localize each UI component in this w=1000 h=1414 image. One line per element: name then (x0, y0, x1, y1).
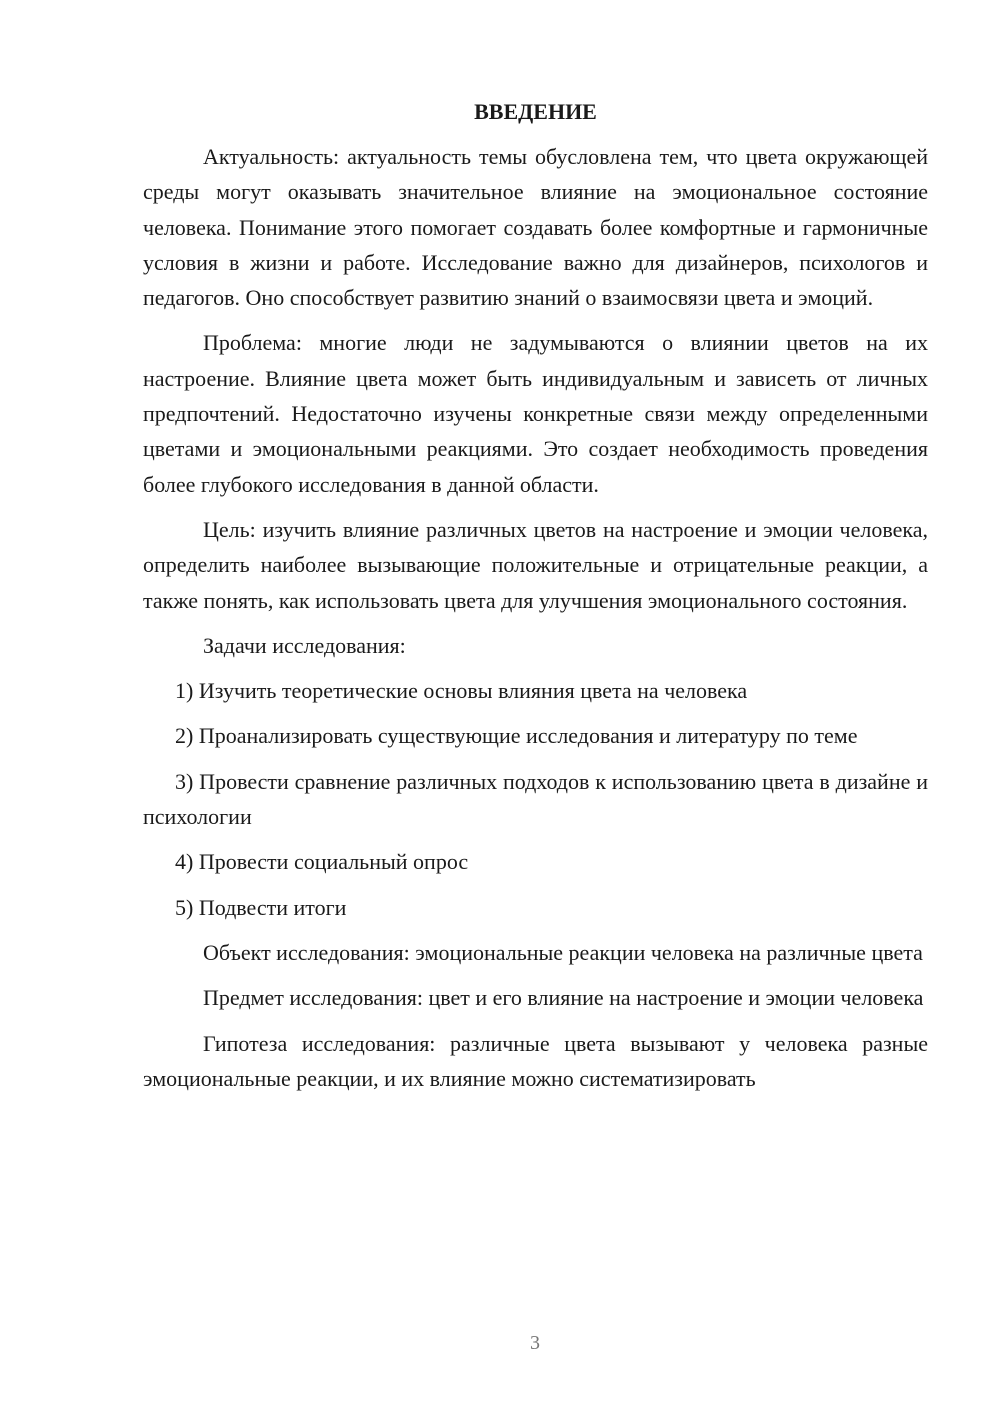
paragraph-relevance: Актуальность: актуальность темы обусловлена тем, что цвета окружающей среды могут оказывать значительное влияние на эмоциональное состояние человека. Понимание этого помогает создавать более комфортные и гармоничные условия в жизни и работе. Исследование важно для дизайнеров, психологов и педагогов. Оно способствует развитию знаний о взаимосвязи цвета и эмоций. (143, 144, 928, 311)
task-item-1: 1) Изучить теоретические основы влияния цвета на человека (175, 678, 748, 704)
task-item-4: 4) Провести социальный опрос (175, 849, 469, 875)
paragraph-tasks-heading: Задачи исследования: (203, 632, 406, 658)
paragraph-object: Объект исследования: эмоциональные реакции человека на различные цвета (203, 939, 923, 965)
document-page (143, 94, 928, 1106)
paragraph-hypothesis: Гипотеза исследования: различные цвета вызывают у человека разные эмоциональные реакции, и их влияние можно систематизировать (143, 1030, 928, 1091)
task-item-3: 3) Провести сравнение различных подходов к использованию цвета в дизайне и психологии (143, 768, 928, 830)
paragraph-subject: Предмет исследования: цвет и его влияние на настроение и эмоции человека (203, 985, 924, 1011)
section-title: ВВЕДЕНИЕ (474, 99, 597, 124)
task-item-5: 5) Подвести итоги (175, 894, 347, 920)
task-item-2: 2) Проанализировать существующие исследования и литературу по теме (175, 723, 858, 749)
paragraph-problem: Проблема: многие люди не задумываются о влиянии цветов на их настроение. Влияние цвета может быть индивидуальным и зависеть от личных предпочтений. Недостаточно изучены конкретные связи между определенными цветами и эмоциональными реакциями. Это создает необходимость проведения более глубокого исследования в данной области. (143, 330, 928, 497)
paragraph-goal: Цель: изучить влияние различных цветов на настроение и эмоции человека, определить наиболее вызывающие положительные и отрицательные реакции, а также понять, как использовать цвета для улучшения эмоционального состояния. (143, 516, 928, 613)
page-number: 3 (530, 1332, 540, 1354)
